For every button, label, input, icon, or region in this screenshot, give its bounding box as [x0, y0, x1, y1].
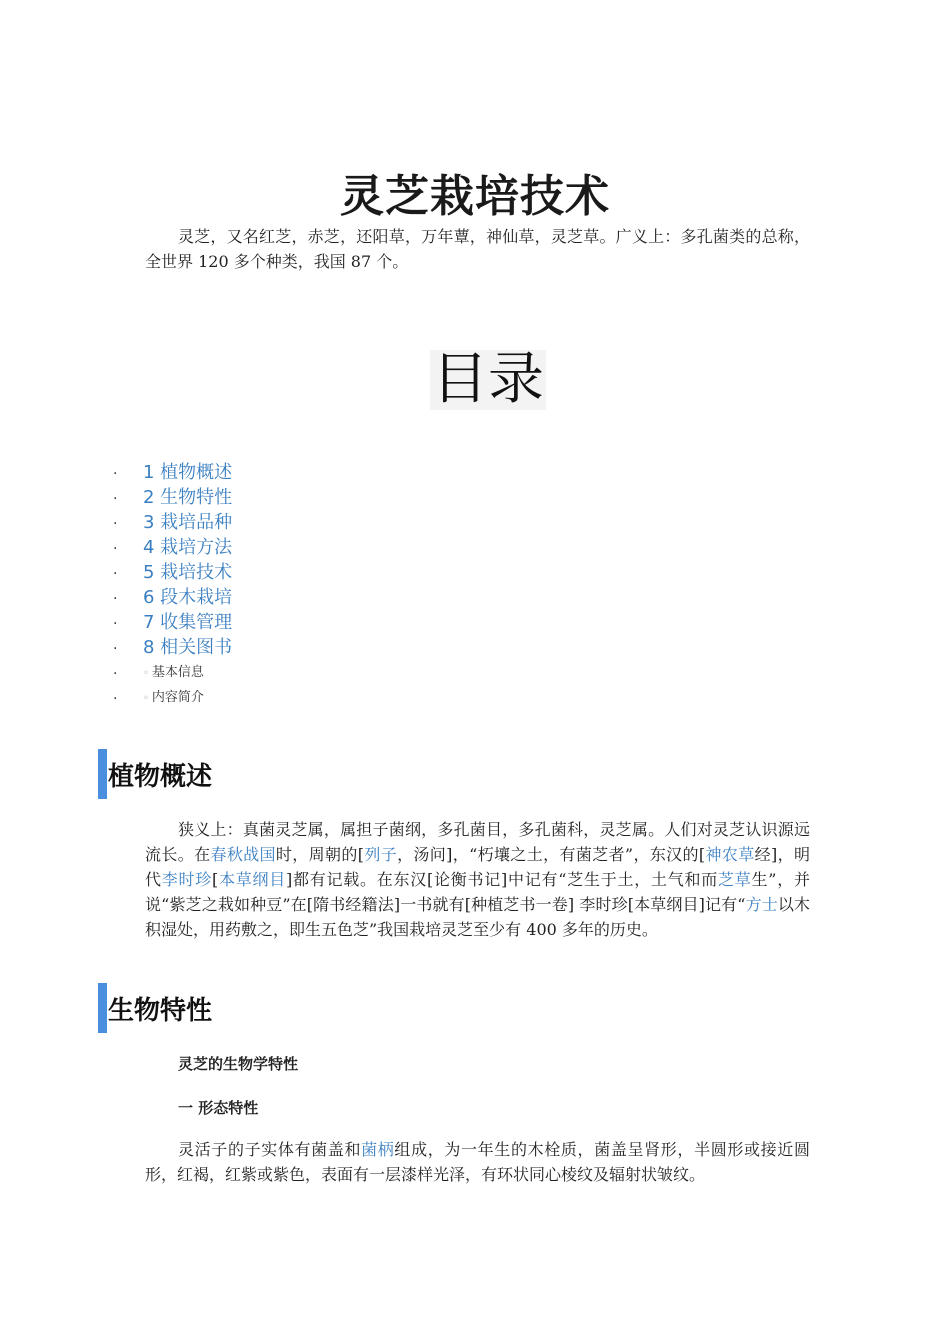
section1-paragraph: [145, 817, 810, 942]
toc-link-cultivation-techniques[interactable]: 5 栽培技术: [143, 561, 233, 583]
text-run: 狭义上：真菌灵芝属，属担子菌纲，多孔菌目，多孔菌科，灵芝属。人们对灵芝认识源远流长。在: [145, 820, 810, 864]
toc-item: [113, 583, 232, 608]
section-heading-biological-traits: 生物特性: [98, 983, 212, 1033]
toc-item: [113, 508, 232, 533]
sub-marker-icon: ◦: [143, 693, 149, 704]
table-of-contents: [113, 458, 232, 708]
text-run: ，汤问]，“朽壤之土，有菌芝者”，东汉的[: [397, 845, 706, 864]
toc-link-cultivation-methods[interactable]: 4 栽培方法: [143, 536, 233, 558]
toc-bullet: .: [113, 562, 118, 578]
toc-link-related-books[interactable]: 8 相关图书: [143, 636, 233, 658]
toc-sub-label: 内容简介: [151, 690, 204, 705]
toc-item: [113, 483, 232, 508]
sub-marker-icon: ◦: [143, 668, 149, 679]
toc-link-log-cultivation[interactable]: 6 段木栽培: [143, 586, 233, 608]
text-run: 经]，明代: [145, 845, 810, 889]
toc-bullet: .: [113, 637, 118, 653]
toc-bullet: .: [113, 537, 118, 553]
toc-item: [113, 633, 232, 658]
toc-heading: 目录: [432, 347, 544, 412]
toc-bullet: .: [113, 462, 118, 478]
toc-item: [113, 558, 232, 583]
toc-link-harvest-management[interactable]: 7 收集管理: [143, 611, 233, 633]
link-liezi[interactable]: 列子: [363, 845, 398, 864]
link-zhicao[interactable]: 芝草: [718, 870, 752, 889]
text-run: 灵活子的子实体有菌盖和: [178, 1140, 362, 1159]
toc-item: [113, 608, 232, 633]
toc-item: [113, 533, 232, 558]
intro-paragraph: 灵芝，又名红芝，赤芝，还阳草，万年蕈，神仙草，灵芝草。广义上：多孔菌类的总称，全世界 120 多个种类，我国 87 个。: [145, 227, 810, 271]
toc-bullet: .: [113, 687, 118, 703]
link-bencao-gangmu[interactable]: 本草纲目: [218, 870, 287, 889]
toc-link-plant-overview[interactable]: 1 植物概述: [143, 461, 233, 483]
toc-bullet: .: [113, 612, 118, 628]
text-run: 以木积湿处，用药敷之，即生五色芝”我国栽培灵芝至少有 400 多年的历史。: [145, 895, 810, 939]
section-heading-plant-overview: 植物概述: [98, 749, 212, 799]
text-run: 时，周朝的[: [275, 845, 364, 864]
subheading-biological-traits: 灵芝的生物学特性: [178, 1055, 299, 1073]
link-fangshi[interactable]: 方士: [745, 895, 778, 914]
toc-bullet: .: [113, 512, 118, 528]
toc-bullet: .: [113, 487, 118, 503]
toc-link-cultivated-varieties[interactable]: 3 栽培品种: [143, 511, 233, 533]
toc-sub-item: [113, 658, 232, 683]
toc-sub-label: 基本信息: [151, 665, 204, 680]
toc-link-biological-traits[interactable]: 2 生物特性: [143, 486, 233, 508]
toc-bullet: .: [113, 587, 118, 603]
section2-paragraph: [145, 1137, 810, 1187]
text-run: 组成，为一年生的木栓质，菌盖呈肾形，半圆形或接近圆形，红褐，红紫或紫色，表面有一层漆样光泽，有环状同心棱纹及辐射状皱纹。: [145, 1140, 810, 1184]
toc-sub-item: [113, 683, 232, 708]
toc-bullet: .: [113, 662, 118, 678]
link-spring-autumn-warring-states[interactable]: 春秋战国: [210, 845, 276, 864]
link-stipe[interactable]: 菌柄: [361, 1140, 395, 1159]
subheading-morphology: 一 形态特性: [178, 1099, 259, 1117]
text-run: 生”，并说“紫芝之栽如种豆”在[隋书经籍法]一书就有[种植芝书一卷] 李时珍[本草纲目]记有“: [145, 870, 810, 914]
link-shennong[interactable]: 神农草: [705, 845, 755, 864]
text-run: ]都有记载。在东汉[论衡书记]中记有“芝生于土，土气和而: [286, 870, 719, 889]
link-li-shizhen[interactable]: 李时珍: [161, 870, 213, 889]
text-run: [: [212, 870, 219, 889]
toc-sub-link-content-summary[interactable]: [143, 686, 204, 705]
toc-item: [113, 458, 232, 483]
toc-sub-link-basic-info[interactable]: [143, 661, 204, 680]
document-title: 灵芝栽培技术: [340, 171, 610, 222]
